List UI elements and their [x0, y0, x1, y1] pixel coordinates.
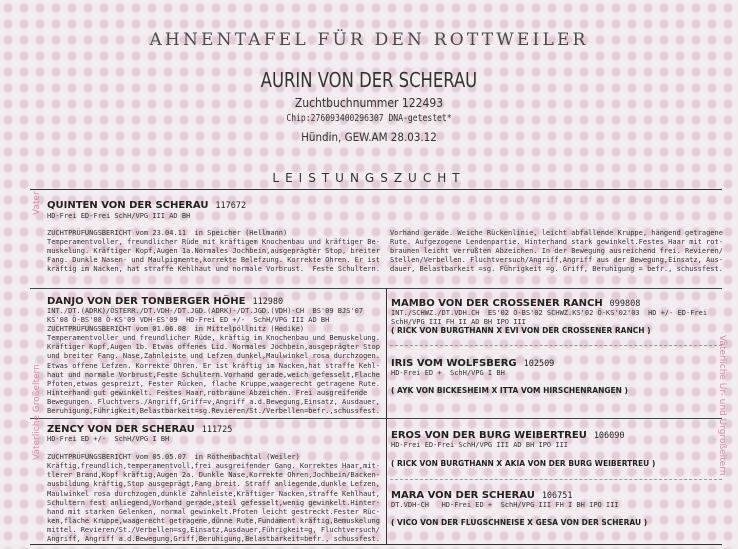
ggp3-titles: HD-Frei ED-Frei SchH/VPG III AD BH IPO III: [391, 441, 569, 449]
ggp2-titles: HD-Frei ED + SchH/VPG I BH: [391, 369, 505, 377]
father-reg: 117672: [215, 201, 247, 211]
grandsire-name-text: DANJO VON DER TONBERGER HÖHE: [47, 296, 246, 307]
ggp3-reg: 106090: [593, 431, 625, 441]
father-report-left: ZUCHTPRÜFUNGSBERICHT vom 23.04.11 in Speicher (Hellmann) Temperamentvoller, freundlicher Rüde mit kräftigem Knochenbau und kräftiger Be- muskelung. Kräftiger Kopf,Augen 1a.Normales Jochbein,ausgeprägter Stop, breiter Fang. Dunkle Nasen- und Maulpigmente,korrekte Belefzung. Korrekte Ohren. Er ist kräftig im Nacken, hat straffe Kehlhaut und normale Vorbrust. Feste Schultern.: [47, 229, 380, 274]
gp-divider-rule: [30, 418, 722, 419]
studbook-number: Zuchtbuchnummer 122493: [294, 96, 444, 110]
ggp1-titles: INT./SCHWZ./DT.VDH.CH ES'02 Ö-BS'02 SCHWZ.KS'02 Ö-KS'02'03 HD +/- ED-Frei SchH/VPG III FH II AD BH IPO III: [391, 309, 708, 327]
grosseltern-label: Väterliche Großeltern: [32, 364, 42, 460]
sex-and-birth: Hündin, GEW.AM 28.03.12: [301, 130, 437, 144]
urgrosseltern-label: Väterliche Ur- und Urgroßeltern: [717, 335, 727, 476]
grandsire-name: [47, 296, 283, 307]
granddam-reg: 111725: [201, 425, 233, 435]
ggp-divider-1: [390, 345, 722, 346]
ggp1-reg: 099808: [609, 299, 641, 309]
ggp4-parents: ( VICO VON DER FLUGSCHNEISE X GESA VON DER SCHERAU ): [391, 518, 648, 527]
ggp2-name: [391, 358, 554, 369]
ggp2-name-text: IRIS VOM WOLFSBERG: [391, 358, 517, 369]
ggp3-name: [391, 430, 625, 441]
ggp2-reg: 102509: [523, 359, 555, 369]
ggp-divider-3: [390, 479, 722, 480]
section-rule: [30, 189, 722, 190]
father-titles: HD-Frei ED-Frei SchH/VPG III AD BH: [47, 212, 191, 220]
ggp4-reg: 106751: [541, 491, 573, 501]
ggp1-parents: ( RICK VON BURGTHANN X EVI VON DER CROSSENER RANCH ): [391, 326, 651, 335]
vater-label: Vater: [32, 191, 42, 215]
father-name: [47, 200, 246, 211]
father-bottom-rule: [30, 288, 722, 289]
grandsire-reg: 112980: [252, 297, 284, 307]
grandsire-text: INT./DT.(ADRK)/ÖSTERR./DT.VDH-/DT.JGD.(ADRK)-/DT.JGD.(VDH)-CH BS'09 BJS'07 KS'08 Ö-BS'08 Ö-KS'09 VDH-ES'09 HD-Frei ED +/- SchH/VPG III AD BH ZUCHTPRÜFUNGSBERICHT vom 01.06.08 in Mittelpöllnitz (Hedike) Temperamentvoller und freundlicher Rüde, kräftig im Knochenbau und Bemuskelung. Kräftiger Kopf,Augen 1b. Etwas offenes Lid. Normales Jochbein,ausgeprägter Stop und breiter Fang. Nase,Zahnleiste und Lefzen dunkel,Maulwinkel rosa durchzogen. Etwas offene Lefzen. Korrekte Ohren. Er ist kräftig im Nacken,hat straffe Kehl- haut und normale Vorbrust,Feste Schultern.Vorhand gerade,weich gefesselt,Flache Pfoten,etwas gespreizt, Fester Rücken, flache Kruppe,waagerecht getragene Rute. Hinterhand gut gewinkelt. Festes Haar,rotbraune Abzeichen. Frei ausgreifende Bewegungen. Fluchtvers./Angriff,Griff=v,Angriff a.d.Bewegung,Einsatz, Ausdauer, Beruhigung,Führigkeit,Belastbarkeit=sg.Revieren/St./Verbellen=befr.,schussfest.: [47, 307, 380, 416]
ggp3-name-text: EROS VON DER BURG WEIBERTREU: [391, 430, 587, 441]
father-report-right: Vorhand gerade. Weiche Rückenlinie, leicht abfallende Kruppe, hängend getragene Rute. Aufgezogene Lendenpartie. Hinterhand stark gewinkelt.Festes Haar mit rot- braunen leicht verrußten Abzeichen. In der Bewegung ausreichend frei. Revieren/ Stellen/Verbellen. Fluchtversuch/Angriff,Angriff aus der Bewegung,Einsatz, Aus- dauer, Belastbarkeit =sg. Führigkeit =g. Griff, Beruhigung = befr., schussfest.: [390, 229, 723, 274]
granddam-text: HD-Frei ED +/- SchH/VPG I BH ZUCHTPRÜFUNGSBERICHT vom 05.05.07 in Röthenbachtal (Weiler) Kräftig,freundlich,temperamentvoll,frei ausgreifender Gang. Korrektes Haar,mit- tlerer Brand,Kopf kräftig,Augen 2a. Dunkle Nase,Korrekte Ohren,Jochbein/Backen- ausbildung kräftig,Stop ausgeprägt,Fang breit. Straff anliegende,dunkle Lefzen, Maulwinkel rosa durchzogen,dunkle Zahnleiste,Kräftiger Nacken,straffe Kehlhaut, Schultern fest anliegend,Vorhand gerade,steil gefesselt,wenig gewinkelt.Hinter- hand mit starken Gelenken, normal gewinkelt.Pfoten leicht gestreckt.Fester Rüc- ken,flache Kruppe,waagerecht getragene,dünne Rute,Fundament kräftig,Bemuskelung mittel. Revieren/St./Verbellen=sg,Einsatz,Ausdauer,Führigkeit=g, Fluchtversuch/ Angriff, Angriff a.d.Bewegung,Griff,Beruhigung,Belastbarkeit=befr., schussfest.: [47, 435, 380, 544]
ggp3-parents: ( RICK VON BURGTHANN X AKIA VON DER BURG WEIBERTREU ): [391, 459, 656, 468]
granddam-name-text: ZENCY VON DER SCHERAU: [47, 424, 195, 435]
ggp1-name: [391, 298, 640, 309]
document-title: AHNENTAFEL FÜR DEN ROTTWEILER: [149, 30, 589, 50]
ggp4-titles: DT.VDH-CH HD-Frei ED + SchH/VPG III FH I BH IPO III: [391, 501, 619, 509]
ggp1-name-text: MAMBO VON DER CROSSENER RANCH: [391, 298, 603, 309]
dog-name: AURIN VON DER SCHERAU: [260, 68, 478, 92]
granddam-name: [47, 424, 232, 435]
section-title: LEISTUNGSZUCHT: [272, 171, 466, 185]
bottom-rule: [30, 544, 722, 545]
chip-number: Chip:276093400296307 DNA-getestet*: [286, 113, 452, 124]
ggp4-name-text: MARA VON DER SCHERAU: [391, 490, 535, 501]
ggp4-name: [391, 490, 573, 501]
ggp2-parents: ( AYK VON BICKESHEIM X ITTA VOM HIRSCHENRANGEN ): [391, 386, 628, 395]
column-divider: [386, 288, 387, 544]
father-name-text: QUINTEN VON DER SCHERAU: [47, 200, 209, 211]
